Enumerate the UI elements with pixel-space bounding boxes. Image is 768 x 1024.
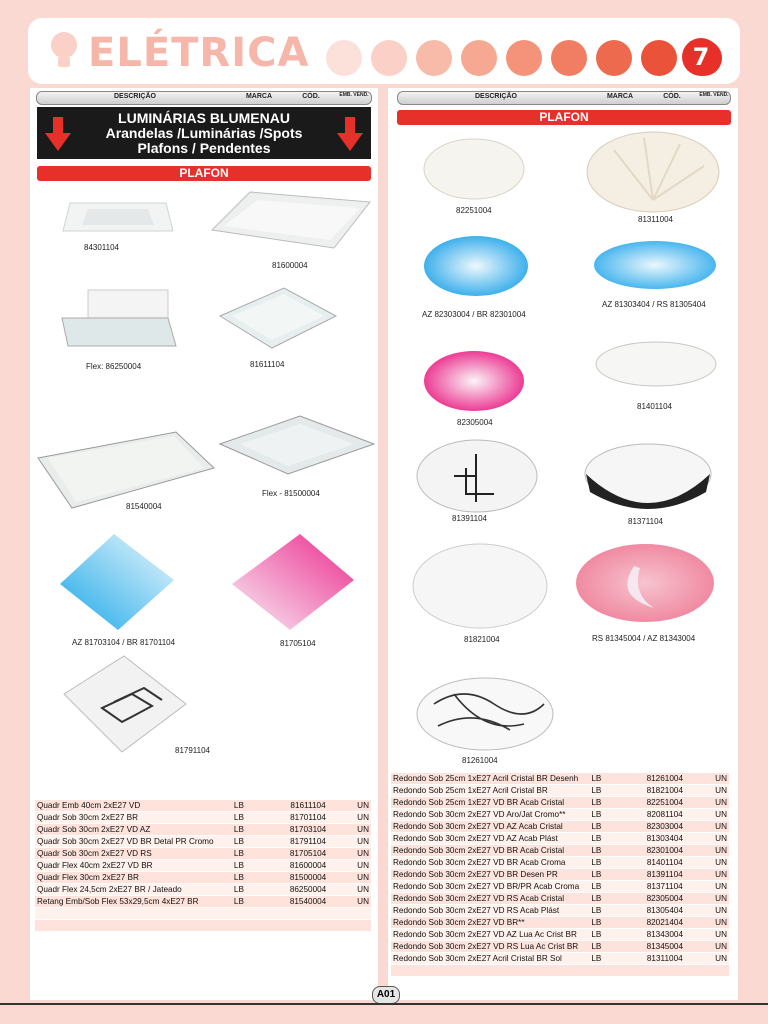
section-plafon-right: PLAFON — [397, 110, 731, 125]
cell-cod: 81701104 — [278, 812, 338, 824]
cell-marca: LB — [232, 800, 278, 812]
cell-marca: LB — [589, 797, 635, 809]
table-row — [35, 812, 371, 824]
cell-marca: LB — [232, 836, 278, 848]
table-row — [391, 773, 729, 785]
cell-marca — [232, 908, 278, 920]
product-image — [574, 542, 716, 624]
header-cod: CÓD. — [302, 93, 320, 100]
cell-descricao: Retang Emb/Sob Flex 53x29,5cm 4xE27 BR — [35, 896, 232, 908]
table-row — [35, 836, 371, 848]
product-code: 81600004 — [272, 261, 308, 270]
cell-descricao: Redondo Sob 30cm 2xE27 VD RS Acab Cristal — [391, 893, 589, 905]
product-code: 81540004 — [126, 502, 162, 511]
cell-marca: LB — [232, 872, 278, 884]
cell-cod: 81391104 — [635, 869, 695, 881]
decorative-dot — [326, 40, 362, 76]
cell-cod: 81311004 — [635, 953, 695, 965]
table-row — [391, 857, 729, 869]
cell-cod: 82081104 — [635, 809, 695, 821]
cell-descricao — [35, 920, 232, 932]
decorative-dot — [641, 40, 677, 76]
cell-emb: UN — [695, 809, 729, 821]
cell-marca: LB — [589, 833, 635, 845]
cell-emb: UN — [338, 884, 371, 896]
cell-cod: 81791104 — [278, 836, 338, 848]
cell-marca: LB — [589, 869, 635, 881]
cell-marca: LB — [589, 953, 635, 965]
product-image — [414, 674, 556, 754]
table-row — [391, 809, 729, 821]
cell-descricao: Quadr Sob 30cm 2xE27 BR — [35, 812, 232, 824]
decorative-dot — [551, 40, 587, 76]
table-row — [35, 800, 371, 812]
cell-descricao: Redondo Sob 30cm 2xE27 VD AZ Lua Ac Crist BR — [391, 929, 589, 941]
cell-emb: UN — [338, 872, 371, 884]
decorative-dot — [461, 40, 497, 76]
product-code: 81611104 — [250, 360, 285, 369]
cell-descricao: Redondo Sob 30cm 2xE27 VD BR** — [391, 917, 589, 929]
cell-descricao: Redondo Sob 30cm 2xE27 VD BR Desen PR — [391, 869, 589, 881]
product-image — [422, 234, 530, 298]
cell-descricao: Redondo Sob 25cm 1xE27 VD BR Acab Cristal — [391, 797, 589, 809]
table-row — [35, 860, 371, 872]
cell-emb: UN — [695, 833, 729, 845]
cell-descricao: Quadr Flex 30cm 2xE27 BR — [35, 872, 232, 884]
cell-descricao: Quadr Sob 30cm 2xE27 VD BR Detal PR Cromo — [35, 836, 232, 848]
cell-emb: UN — [695, 893, 729, 905]
left-column-header — [36, 91, 372, 105]
cell-cod: 81305404 — [635, 905, 695, 917]
cell-marca: LB — [589, 845, 635, 857]
cell-cod: 81401104 — [635, 857, 695, 869]
header-descricao: DESCRIÇÃO — [113, 93, 156, 100]
header-descricao: DESCRIÇÃO — [474, 93, 517, 100]
arrow-down-icon — [337, 133, 363, 151]
cell-cod: 82021404 — [635, 917, 695, 929]
cell-emb — [338, 920, 371, 932]
cell-marca: LB — [589, 821, 635, 833]
banner-line2: Arandelas /Luminárias /Spots — [105, 125, 303, 141]
product-image — [592, 238, 718, 292]
cell-emb: UN — [695, 917, 729, 929]
cell-marca: LB — [589, 773, 635, 785]
product-code: 81401104 — [637, 402, 672, 411]
cell-descricao: Redondo Sob 25cm 1xE27 Acril Cristal BR — [391, 785, 589, 797]
cell-descricao: Redondo Sob 30cm 2xE27 VD RS Lua Ac Crist BR — [391, 941, 589, 953]
cell-cod: 81303404 — [635, 833, 695, 845]
cell-cod: 81540004 — [278, 896, 338, 908]
product-code: 81391104 — [452, 514, 487, 523]
product-image — [58, 195, 178, 239]
cell-emb: UN — [338, 824, 371, 836]
table-row — [391, 845, 729, 857]
cell-marca: LB — [589, 857, 635, 869]
cell-emb: UN — [695, 953, 729, 965]
arrow-down-icon — [45, 133, 71, 151]
lightbulb-icon — [48, 30, 80, 74]
cell-emb: UN — [695, 773, 729, 785]
cell-marca: LB — [232, 848, 278, 860]
product-image — [58, 532, 176, 632]
cell-cod: 81611104 — [278, 800, 338, 812]
table-row — [35, 824, 371, 836]
cell-marca: LB — [589, 929, 635, 941]
table-row — [391, 917, 729, 929]
product-image — [210, 188, 374, 252]
product-code: 81791104 — [175, 746, 210, 755]
cell-cod: 82303004 — [635, 821, 695, 833]
product-code: Flex: 86250004 — [86, 362, 142, 371]
header-marca: MARCA — [606, 93, 634, 100]
cell-emb: UN — [338, 848, 371, 860]
cell-descricao: Redondo Sob 30cm 2xE27 VD AZ Acab Cristal — [391, 821, 589, 833]
section-plafon-left: PLAFON — [37, 166, 371, 181]
header-marca: MARCA — [245, 93, 273, 100]
decorative-dot — [416, 40, 452, 76]
cell-emb: UN — [338, 860, 371, 872]
left-product-table — [35, 800, 371, 932]
cell-emb: UN — [695, 869, 729, 881]
cell-cod: 81371104 — [635, 881, 695, 893]
header-emb: EMB. VEND. — [699, 92, 729, 98]
decorative-dot — [371, 40, 407, 76]
cell-descricao: Redondo Sob 30cm 2xE27 VD BR Acab Cristal — [391, 845, 589, 857]
page-title: ELÉTRICA — [88, 30, 310, 76]
cell-emb: UN — [695, 845, 729, 857]
header-cod: CÓD. — [663, 93, 681, 100]
decorative-dot — [506, 40, 542, 76]
table-row — [391, 797, 729, 809]
cell-marca: LB — [589, 917, 635, 929]
cell-cod: 81343004 — [635, 929, 695, 941]
table-row — [391, 881, 729, 893]
product-image — [592, 338, 720, 390]
product-image — [584, 130, 722, 214]
cell-descricao — [391, 965, 589, 977]
product-image — [422, 348, 526, 414]
divider — [0, 1003, 768, 1005]
product-image — [410, 542, 550, 630]
product-image — [36, 428, 216, 512]
cell-marca: LB — [232, 860, 278, 872]
cell-marca — [589, 965, 635, 977]
cell-cod: 81500004 — [278, 872, 338, 884]
cell-marca — [232, 920, 278, 932]
cell-descricao: Redondo Sob 30cm 2xE27 VD RS Acab Plást — [391, 905, 589, 917]
product-code: RS 81345004 / AZ 81343004 — [592, 634, 696, 643]
category-banner — [37, 107, 371, 159]
cell-emb: UN — [338, 812, 371, 824]
product-image — [218, 286, 338, 352]
cell-marca: LB — [589, 905, 635, 917]
cell-marca: LB — [589, 785, 635, 797]
cell-marca: LB — [232, 812, 278, 824]
table-row — [391, 905, 729, 917]
cell-cod: 82251004 — [635, 797, 695, 809]
cell-descricao: Quadr Flex 24,5cm 2xE27 BR / Jateado — [35, 884, 232, 896]
table-row — [35, 920, 371, 932]
cell-descricao: Redondo Sob 30cm 2xE27 VD BR Acab Croma — [391, 857, 589, 869]
product-image — [62, 654, 188, 754]
cell-descricao: Quadr Flex 40cm 2xE27 VD BR — [35, 860, 232, 872]
cell-marca: LB — [589, 809, 635, 821]
product-code: 81821004 — [464, 635, 500, 644]
product-image — [218, 414, 376, 476]
product-code: 81261004 — [462, 756, 498, 765]
cell-cod — [278, 920, 338, 932]
cell-cod: 81261004 — [635, 773, 695, 785]
product-code: 81311004 — [638, 215, 673, 224]
cell-descricao: Redondo Sob 25cm 1xE27 Acril Cristal BR Desenh — [391, 773, 589, 785]
cell-marca: LB — [589, 881, 635, 893]
table-row — [391, 965, 729, 977]
product-image — [414, 436, 540, 516]
cell-emb: UN — [695, 821, 729, 833]
cell-emb: UN — [695, 857, 729, 869]
cell-descricao: Quadr Emb 40cm 2xE27 VD — [35, 800, 232, 812]
product-code: 84301104 — [84, 243, 119, 252]
cell-emb: UN — [338, 800, 371, 812]
cell-marca: LB — [232, 896, 278, 908]
product-code: AZ 81703104 / BR 81701104 — [72, 638, 176, 647]
product-code: AZ 82303004 / BR 82301004 — [422, 310, 526, 319]
product-image — [422, 136, 526, 202]
cell-descricao: Redondo Sob 30cm 2xE27 VD Aro/Jat Cromo** — [391, 809, 589, 821]
cell-descricao: Redondo Sob 30cm 2xE27 VD BR/PR Acab Croma — [391, 881, 589, 893]
product-code: 82251004 — [456, 206, 492, 215]
decorative-dot — [596, 40, 632, 76]
banner-line3: Plafons / Pendentes — [137, 140, 271, 156]
banner-brand: LUMINÁRIAS BLUMENAU — [118, 110, 290, 126]
page-number: A01 — [372, 986, 400, 1004]
cell-cod — [635, 965, 695, 977]
cell-emb: UN — [695, 797, 729, 809]
table-row — [35, 908, 371, 920]
cell-cod: 82305004 — [635, 893, 695, 905]
product-code: Flex - 81500004 — [262, 489, 320, 498]
cell-marca: LB — [232, 824, 278, 836]
product-image — [582, 440, 714, 514]
cell-emb — [695, 965, 729, 977]
cell-cod — [278, 908, 338, 920]
brand-logo: 7 — [682, 38, 720, 76]
table-row — [391, 785, 729, 797]
cell-cod: 81600004 — [278, 860, 338, 872]
header-emb: EMB. VEND. — [339, 92, 369, 98]
cell-descricao: Quadr Sob 30cm 2xE27 VD AZ — [35, 824, 232, 836]
cell-cod: 81345004 — [635, 941, 695, 953]
table-row — [35, 884, 371, 896]
cell-emb: UN — [338, 896, 371, 908]
cell-marca: LB — [589, 941, 635, 953]
right-column-header — [397, 91, 731, 105]
cell-emb: UN — [695, 929, 729, 941]
table-row — [35, 848, 371, 860]
product-image — [58, 286, 178, 356]
cell-emb: UN — [695, 785, 729, 797]
table-row — [391, 833, 729, 845]
cell-descricao — [35, 908, 232, 920]
table-row — [391, 941, 729, 953]
product-code: 81705104 — [280, 639, 316, 648]
cell-cod: 82301004 — [635, 845, 695, 857]
table-row — [35, 896, 371, 908]
cell-marca: LB — [232, 884, 278, 896]
cell-descricao: Redondo Sob 30cm 2xE27 VD AZ Acab Plást — [391, 833, 589, 845]
cell-emb: UN — [695, 941, 729, 953]
cell-cod: 81703104 — [278, 824, 338, 836]
table-row — [391, 953, 729, 965]
product-image — [230, 532, 356, 632]
table-row — [391, 821, 729, 833]
cell-emb: UN — [695, 881, 729, 893]
right-product-table — [391, 773, 729, 977]
cell-cod: 81821004 — [635, 785, 695, 797]
cell-descricao: Quadr Sob 30cm 2xE27 VD RS — [35, 848, 232, 860]
cell-descricao: Redondo Sob 30cm 2xE27 Acril Cristal BR Sol — [391, 953, 589, 965]
table-row — [391, 893, 729, 905]
product-code: 81371104 — [628, 517, 663, 526]
table-row — [391, 869, 729, 881]
product-code: 82305004 — [457, 418, 493, 427]
product-code: AZ 81303404 / RS 81305404 — [602, 300, 706, 309]
cell-emb — [338, 908, 371, 920]
table-row — [35, 872, 371, 884]
cell-emb: UN — [695, 905, 729, 917]
cell-emb: UN — [338, 836, 371, 848]
cell-marca: LB — [589, 893, 635, 905]
table-row — [391, 929, 729, 941]
cell-cod: 86250004 — [278, 884, 338, 896]
cell-cod: 81705104 — [278, 848, 338, 860]
